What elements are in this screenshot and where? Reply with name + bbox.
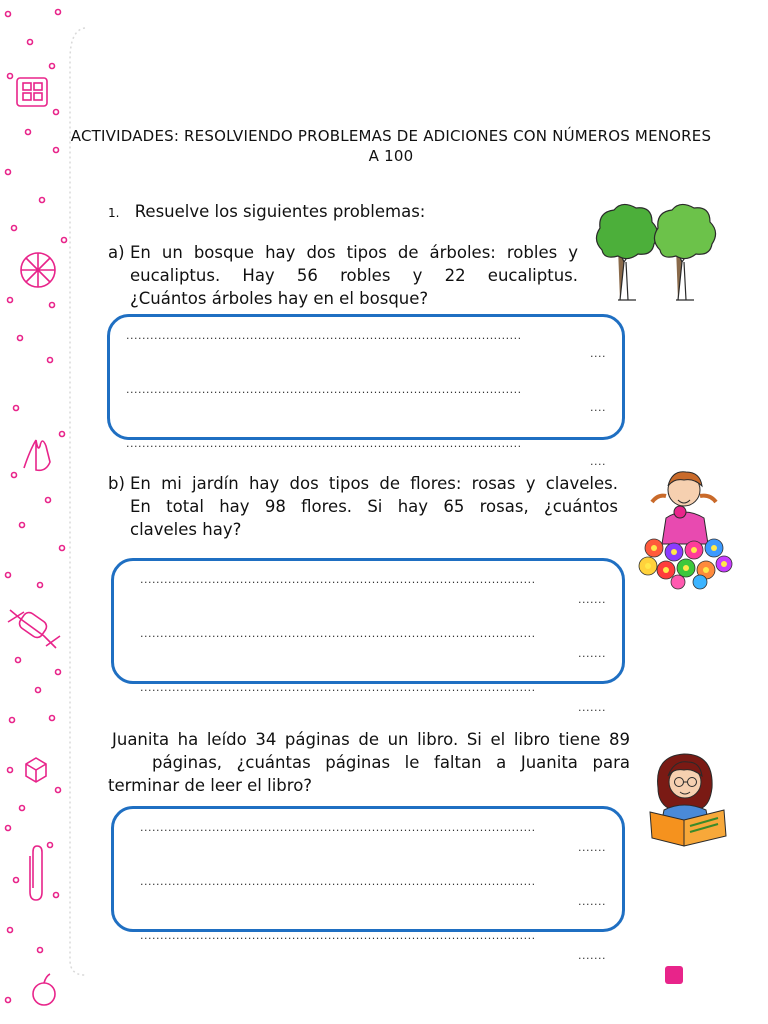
problem-a-line: En un bosque hay dos tipos de árboles: robles y — [130, 243, 578, 262]
answer-line-end: .... — [590, 348, 606, 360]
page-title — [38, 126, 744, 166]
problem-b-text — [130, 472, 618, 541]
problem-a-text — [130, 241, 578, 310]
problem-a-line: eucaliptus. Hay 56 robles y 22 eucaliptus. — [130, 266, 578, 285]
answer-line-end: ....... — [578, 950, 606, 962]
answer-line: ................................................................................................... — [140, 628, 536, 640]
answer-line-end: .... — [590, 402, 606, 414]
problem-c-line: terminar de leer el libro? — [108, 776, 313, 795]
problem-b-line: claveles hay? — [130, 520, 242, 539]
problem-b-letter: b) — [108, 474, 125, 493]
title-line-1: ACTIVIDADES: RESOLVIENDO PROBLEMAS DE ADICIONES CON NÚMEROS MENORES — [70, 127, 712, 145]
answer-line: ................................................................................................... — [126, 384, 522, 396]
answer-line-end: ....... — [578, 594, 606, 606]
title-line-2: A 100 — [368, 147, 414, 165]
answer-line: ................................................................................................... — [140, 876, 536, 888]
answer-line: ................................................................................................... — [126, 438, 522, 450]
problem-c-line: páginas, ¿cuántas páginas le faltan a Juanita para — [152, 753, 630, 772]
instruction — [108, 200, 568, 225]
girl-with-flowers-illustration — [638, 466, 734, 590]
answer-line-end: ....... — [578, 896, 606, 908]
instruction-number: 1. — [108, 206, 120, 220]
problem-b-line: En total hay 98 flores. Si hay 65 rosas, ¿cuántos — [130, 497, 618, 516]
answer-line: ................................................................................................... — [140, 682, 536, 694]
instruction-text: Resuelve los siguientes problemas: — [134, 202, 426, 221]
girl-reading-illustration — [644, 748, 730, 848]
problem-c-line: Juanita ha leído 34 páginas de un libro. Si el libro tiene 89 — [112, 730, 630, 749]
answer-line: ................................................................................................... — [140, 822, 536, 834]
answer-line-end: ....... — [578, 702, 606, 714]
answer-line-end: .... — [590, 456, 606, 468]
problem-b-line: En mi jardín hay dos tipos de flores: rosas y claveles. — [130, 474, 618, 493]
answer-line: ................................................................................................... — [126, 330, 522, 342]
answer-line: ................................................................................................... — [140, 574, 536, 586]
problem-a-letter: a) — [108, 243, 125, 262]
trees-illustration — [592, 200, 732, 304]
answer-line-end: ....... — [578, 842, 606, 854]
answer-line-end: ....... — [578, 648, 606, 660]
problem-a-line: ¿Cuántos árboles hay en el bosque? — [130, 289, 429, 308]
problem-c-text — [108, 728, 630, 797]
answer-line: ................................................................................................... — [140, 930, 536, 942]
page-marker-square — [665, 966, 683, 984]
